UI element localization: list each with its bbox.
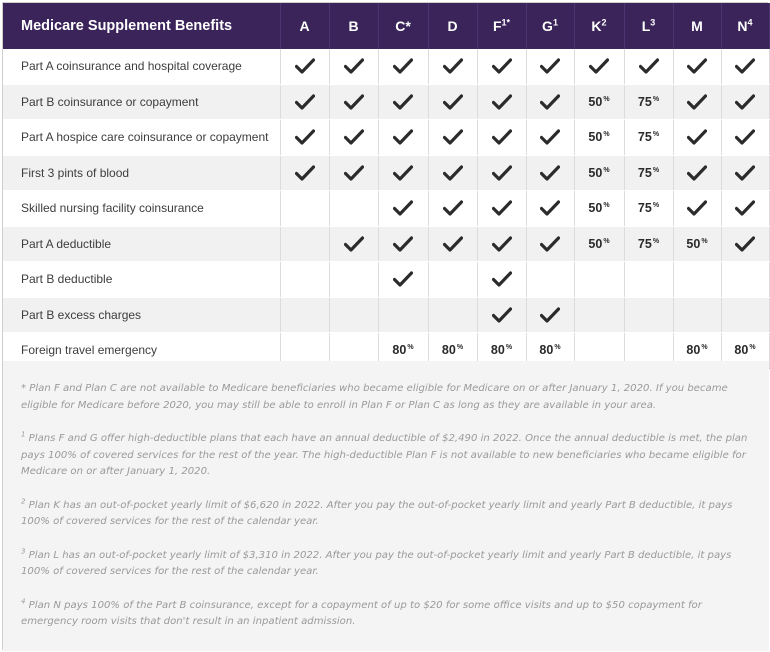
footnote-text: Plan N pays 100% of the Part B coinsurance, except for a copayment of up to $20 for some office visits and up to $50 copayment for emergency room visits that don't result in an inpatient admission. — [21, 599, 702, 627]
percent-sign: % — [701, 344, 708, 352]
check-icon — [540, 58, 560, 74]
percent-number: 75 — [637, 236, 652, 251]
check-icon — [540, 200, 560, 216]
benefit-label: Part B deductible — [3, 262, 280, 298]
percent-sign: % — [652, 237, 660, 245]
plan-cell — [329, 191, 378, 227]
check-icon — [735, 129, 755, 145]
table-row — [3, 84, 769, 120]
table-row — [3, 155, 769, 191]
benefit-label: First 3 pints of blood — [3, 155, 280, 191]
footnote-text: Plan K has an out-of-pocket yearly limit of $6,620 in 2022. After you pay the out-of-pocket yearly limit and yearly Part B deductible, it pays 100% of covered services for the rest of the calendar year. — [21, 499, 733, 527]
percent-sign: % — [652, 202, 660, 210]
check-icon — [687, 58, 707, 74]
percent-number: 80 — [686, 343, 701, 358]
check-icon — [492, 236, 512, 252]
footnote-marker: 2 — [21, 497, 26, 506]
percent-value — [686, 237, 707, 251]
plan-cell — [673, 155, 721, 191]
table-row — [3, 120, 769, 156]
benefit-label: Part A deductible — [3, 226, 280, 262]
check-icon — [344, 58, 364, 74]
plan-cell — [477, 155, 526, 191]
percent-value — [588, 130, 609, 144]
percent-number: 50 — [588, 201, 603, 216]
plan-cell — [428, 49, 477, 84]
plan-cell — [329, 49, 378, 84]
check-icon — [687, 200, 707, 216]
plan-cell — [721, 155, 769, 191]
check-icon — [687, 129, 707, 145]
check-icon — [492, 165, 512, 181]
plan-cell — [721, 49, 769, 84]
plan-cell — [280, 226, 329, 262]
percent-number: 75 — [637, 94, 652, 109]
check-icon — [492, 58, 512, 74]
table-row — [3, 262, 769, 298]
check-icon — [344, 165, 364, 181]
plan-letter: B — [348, 18, 359, 34]
check-icon — [393, 129, 413, 145]
plan-cell — [721, 84, 769, 120]
plan-cell — [329, 155, 378, 191]
plan-cell — [280, 84, 329, 120]
plan-cell — [721, 226, 769, 262]
check-icon — [393, 200, 413, 216]
plan-header — [574, 3, 624, 49]
plan-letter: D — [447, 18, 458, 34]
plan-letter: K — [591, 18, 602, 34]
percent-value — [588, 166, 609, 180]
plan-cell — [526, 120, 574, 156]
plan-header — [721, 3, 769, 49]
table-title: Medicare Supplement Benefits — [3, 3, 280, 49]
footnote — [21, 598, 751, 631]
check-icon — [344, 94, 364, 110]
plan-cell — [526, 191, 574, 227]
check-icon — [393, 58, 413, 74]
percent-value — [638, 237, 659, 251]
check-icon — [589, 58, 609, 74]
plan-cell — [428, 120, 477, 156]
plan-cell — [477, 191, 526, 227]
plan-header — [329, 3, 378, 49]
plan-letter: G — [542, 18, 553, 34]
plan-footnote-marker: 2 — [601, 17, 607, 28]
footnotes — [3, 361, 769, 651]
table-row — [3, 226, 769, 262]
plan-cell — [428, 297, 477, 333]
plan-header — [624, 3, 673, 49]
check-icon — [639, 58, 659, 74]
percent-value — [442, 343, 463, 357]
percent-number: 80 — [539, 343, 554, 358]
plan-cell — [378, 155, 428, 191]
plan-cell — [624, 84, 673, 120]
plan-cell — [574, 84, 624, 120]
percent-value — [638, 95, 659, 109]
header-row — [3, 3, 769, 49]
percent-number: 50 — [686, 236, 701, 251]
plan-header — [378, 3, 428, 49]
percent-number: 50 — [588, 94, 603, 109]
plan-header — [526, 3, 574, 49]
percent-sign: % — [456, 344, 464, 352]
check-icon — [443, 58, 463, 74]
plan-cell — [624, 120, 673, 156]
check-icon — [492, 200, 512, 216]
check-icon — [443, 94, 463, 110]
plan-header — [280, 3, 329, 49]
footnote-text: * Plan F and Plan C are not available to Medicare beneficiaries who became eligible for Medicare on or after January 1, 2020. If you became eligible for Medicare before 2020, you may still be able to enroll in Plan F or Plan C as long as they are available in your area. — [21, 383, 728, 411]
percent-number: 50 — [588, 130, 603, 145]
check-icon — [393, 271, 413, 287]
plan-cell — [721, 191, 769, 227]
check-icon — [687, 94, 707, 110]
percent-sign: % — [603, 95, 610, 103]
footnote-marker: 3 — [21, 547, 26, 556]
plan-cell — [477, 297, 526, 333]
table-row — [3, 49, 769, 84]
check-icon — [735, 200, 755, 216]
plan-letter: L — [641, 18, 651, 34]
plan-cell — [624, 297, 673, 333]
plan-cell — [378, 297, 428, 333]
check-icon — [443, 200, 463, 216]
percent-number: 75 — [637, 165, 652, 180]
percent-value — [491, 343, 512, 357]
percent-value — [638, 130, 659, 144]
check-icon — [344, 129, 364, 145]
plan-cell — [428, 84, 477, 120]
plan-cell — [477, 84, 526, 120]
plan-cell — [378, 191, 428, 227]
plan-cell — [721, 262, 769, 298]
plan-footnote-marker: 1 — [552, 17, 558, 28]
plan-cell — [526, 262, 574, 298]
percent-number: 80 — [441, 343, 456, 358]
plan-cell — [624, 191, 673, 227]
percent-value — [588, 95, 609, 109]
benefit-label: Part A hospice care coinsurance or copayment — [3, 120, 280, 156]
percent-number: 80 — [490, 343, 505, 358]
benefit-label: Skilled nursing facility coinsurance — [3, 191, 280, 227]
plan-letter: M — [691, 18, 703, 34]
plan-cell — [329, 84, 378, 120]
percent-value — [539, 343, 560, 357]
check-icon — [295, 94, 315, 110]
benefit-label: Foreign travel emergency — [3, 333, 280, 369]
check-icon — [393, 165, 413, 181]
percent-number: 80 — [392, 343, 407, 358]
percent-sign: % — [652, 131, 660, 139]
plan-cell — [673, 49, 721, 84]
plan-cell — [280, 297, 329, 333]
check-icon — [443, 129, 463, 145]
footnote — [21, 548, 751, 581]
percent-value — [588, 201, 609, 215]
percent-number: 75 — [637, 201, 652, 216]
benefits-chart — [2, 2, 768, 650]
check-icon — [443, 236, 463, 252]
plan-cell — [428, 155, 477, 191]
percent-sign: % — [701, 237, 708, 245]
plan-header — [428, 3, 477, 49]
plan-cell — [477, 120, 526, 156]
check-icon — [492, 307, 512, 323]
check-icon — [735, 236, 755, 252]
plan-cell — [329, 297, 378, 333]
footnote-text: Plans F and G offer high-deductible plans that each have an annual deductible of $2,490 in 2022. Once the annual deductible is met, the plan pays 100% of covered services for the rest of the year. The high-deductible Plan F is not available to new beneficiaries who became eligible for Medicare on or after January 1, 2020. — [21, 433, 748, 477]
plan-cell — [378, 226, 428, 262]
percent-sign: % — [603, 237, 610, 245]
percent-sign: % — [603, 131, 610, 139]
plan-footnote-marker: 4 — [747, 17, 753, 28]
percent-sign: % — [407, 344, 414, 352]
percent-number: 50 — [588, 236, 603, 251]
plan-cell — [721, 297, 769, 333]
percent-sign: % — [554, 344, 561, 352]
plan-cell — [280, 191, 329, 227]
plan-footnote-marker: 1* — [501, 17, 511, 28]
plan-cell — [428, 191, 477, 227]
check-icon — [735, 165, 755, 181]
plan-letter: A — [299, 18, 310, 34]
benefit-label: Part A coinsurance and hospital coverage — [3, 49, 280, 84]
percent-value — [638, 166, 659, 180]
footnote — [21, 431, 751, 481]
plan-cell — [378, 49, 428, 84]
plan-cell — [574, 262, 624, 298]
plan-cell — [526, 84, 574, 120]
plan-cell — [673, 297, 721, 333]
plan-cell — [378, 84, 428, 120]
check-icon — [735, 58, 755, 74]
check-icon — [344, 236, 364, 252]
plan-cell — [574, 191, 624, 227]
plan-cell — [526, 226, 574, 262]
plan-cell — [329, 120, 378, 156]
check-icon — [735, 94, 755, 110]
percent-sign: % — [652, 166, 660, 174]
plan-cell — [574, 120, 624, 156]
check-icon — [492, 129, 512, 145]
plan-cell — [624, 262, 673, 298]
check-icon — [492, 271, 512, 287]
percent-sign: % — [603, 166, 610, 174]
plan-cell — [477, 49, 526, 84]
footnote — [21, 498, 751, 531]
percent-sign: % — [603, 202, 610, 210]
footnote-marker: 4 — [21, 597, 26, 606]
plan-cell — [280, 120, 329, 156]
plan-cell — [673, 191, 721, 227]
footnote-text: Plan L has an out-of-pocket yearly limit of $3,310 in 2022. After you pay the out-of-pocket yearly limit and yearly Part B deductible, it pays 100% of covered services for the rest of the calendar year. — [21, 549, 732, 577]
plan-cell — [477, 262, 526, 298]
percent-value — [638, 201, 659, 215]
plan-cell — [329, 226, 378, 262]
percent-sign: % — [749, 344, 756, 352]
check-icon — [295, 58, 315, 74]
plan-cell — [428, 262, 477, 298]
check-icon — [393, 236, 413, 252]
check-icon — [393, 94, 413, 110]
plan-cell — [428, 226, 477, 262]
plan-cell — [477, 226, 526, 262]
plan-cell — [721, 120, 769, 156]
percent-value — [588, 237, 609, 251]
percent-number: 80 — [734, 343, 749, 358]
percent-value — [392, 343, 413, 357]
plan-cell — [329, 262, 378, 298]
plan-cell — [624, 155, 673, 191]
plan-cell — [574, 226, 624, 262]
plan-cell — [378, 120, 428, 156]
plan-cell — [526, 155, 574, 191]
plan-cell — [673, 226, 721, 262]
table-row — [3, 191, 769, 227]
check-icon — [687, 165, 707, 181]
percent-number: 75 — [637, 130, 652, 145]
plan-cell — [624, 226, 673, 262]
footnote — [21, 381, 751, 414]
plan-cell — [574, 155, 624, 191]
plan-cell — [624, 49, 673, 84]
check-icon — [443, 165, 463, 181]
percent-number: 50 — [588, 165, 603, 180]
table-row — [3, 297, 769, 333]
check-icon — [540, 307, 560, 323]
check-icon — [295, 165, 315, 181]
plan-header — [477, 3, 526, 49]
percent-sign: % — [652, 95, 660, 103]
check-icon — [295, 129, 315, 145]
benefit-label: Part B excess charges — [3, 297, 280, 333]
plan-cell — [673, 120, 721, 156]
check-icon — [492, 94, 512, 110]
percent-value — [686, 343, 707, 357]
plan-cell — [378, 262, 428, 298]
plan-cell — [280, 49, 329, 84]
plan-letter: N — [737, 18, 748, 34]
check-icon — [540, 94, 560, 110]
percent-sign: % — [505, 344, 513, 352]
plan-letter: F — [492, 18, 502, 34]
plan-cell — [280, 262, 329, 298]
benefit-label: Part B coinsurance or copayment — [3, 84, 280, 120]
check-icon — [540, 165, 560, 181]
plan-cell — [280, 155, 329, 191]
table-body — [3, 49, 769, 368]
plan-footnote-marker: 3 — [650, 17, 656, 28]
percent-value — [734, 343, 755, 357]
plan-header — [673, 3, 721, 49]
plan-cell — [526, 49, 574, 84]
plan-cell — [673, 262, 721, 298]
plan-cell — [526, 297, 574, 333]
plan-cell — [574, 49, 624, 84]
plan-cell — [673, 84, 721, 120]
plan-cell — [574, 297, 624, 333]
plan-letter: C* — [395, 18, 411, 34]
benefits-table — [3, 3, 770, 369]
footnote-marker: 1 — [21, 430, 26, 439]
check-icon — [540, 236, 560, 252]
check-icon — [540, 129, 560, 145]
